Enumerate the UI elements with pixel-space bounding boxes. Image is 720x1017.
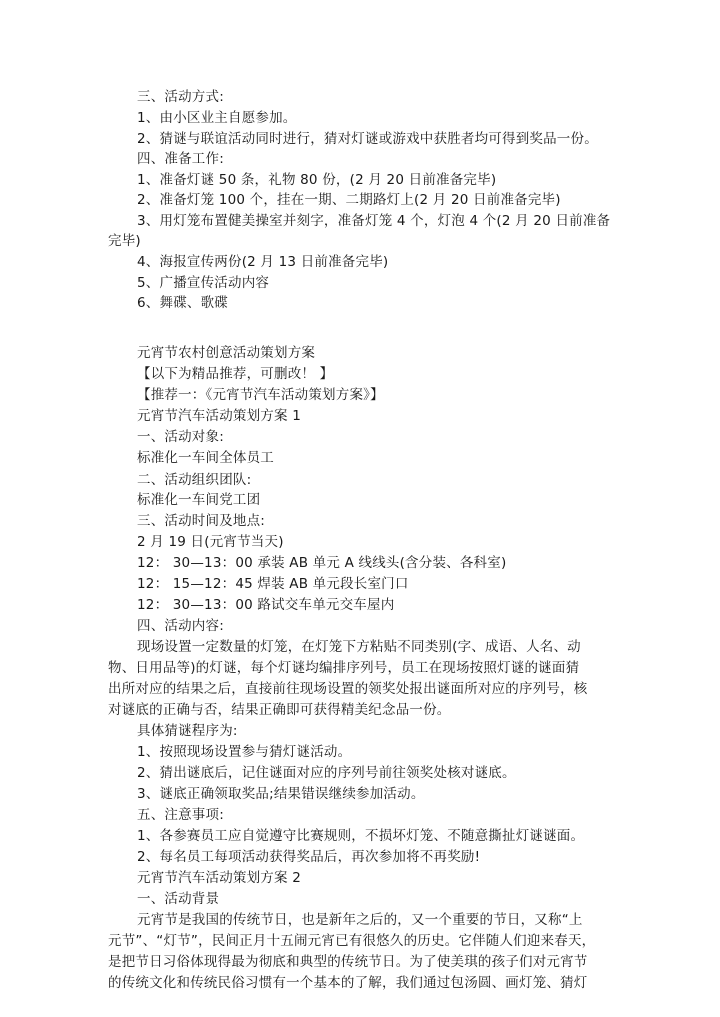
list-item: 4、海报宣传两份(2 月 13 日前准备完毕) (137, 254, 389, 270)
list-item: 1、准备灯谜 50 条，礼物 80 份，(2 月 20 日前准备完毕) (137, 172, 497, 188)
section-heading: 四、准备工作: (137, 151, 224, 167)
list-item-continuation: 完毕) (108, 233, 141, 249)
list-item: 2、猜谜与联谊活动同时进行，猜对灯谜或游戏中获胜者均可得到奖品一份。 (137, 131, 598, 147)
paragraph-line: 元节”、“灯节”，民间正月十五闹元宵已有很悠久的历史。它伴随人们迎来春天， (108, 933, 596, 949)
paragraph: 标准化一车间党工团 (137, 492, 261, 508)
paragraph-line: 现场设置一定数量的灯笼，在灯笼下方粘贴不同类别(字、成语、人名、动 (137, 639, 581, 655)
list-item: 3、用灯笼布置健美操室并刻字，准备灯笼 4 个，灯泡 4 个(2 月 20 日前准备 (137, 213, 611, 229)
paragraph-line: 物、日用品等)的灯谜，每个灯谜均编排序列号，员工在现场按照灯谜的谜面猜 (108, 660, 580, 676)
paragraph: 标准化一车间全体员工 (137, 450, 274, 466)
document-title: 元宵节农村创意活动策划方案 (137, 345, 316, 361)
procedure-heading: 具体猜谜程序为: (137, 723, 238, 739)
list-item: 6、舞碟、歌碟 (137, 295, 228, 311)
section-heading: 五、注意事项: (137, 807, 224, 823)
section-heading: 一、活动背景 (137, 891, 220, 907)
list-item: 2、猜出谜底后，记住谜面对应的序列号前往领奖处核对谜底。 (137, 765, 516, 781)
list-item: 1、由小区业主自愿参加。 (137, 110, 297, 126)
paragraph-line: 对谜底的正确与否，结果正确即可获得精美纪念品一份。 (108, 702, 451, 718)
list-item: 5、广播宣传活动内容 (137, 275, 270, 291)
paragraph-line: 是把节日习俗体现得最为彻底和典型的传统节日。为了使美琪的孩子们对元宵节 (108, 954, 588, 970)
list-item: 3、谜底正确领取奖品;结果错误继续参加活动。 (137, 786, 425, 802)
event-date: 2 月 19 日(元宵节当天) (137, 534, 284, 550)
list-item: 1、各参赛员工应自觉遵守比赛规则，不损坏灯笼、不随意撕扯灯谜谜面。 (137, 828, 585, 844)
schedule-item: 12： 30—13：00 承装 AB 单元 A 线线头(含分装、各科室) (137, 555, 507, 571)
plan-title: 元宵节汽车活动策划方案 1 (137, 408, 301, 424)
recommendation-heading: 【推荐一：《元宵节汽车活动策划方案》】 (137, 387, 384, 403)
editor-note: 【以下为精品推荐，可删改！ 】 (137, 366, 334, 382)
section-heading: 二、活动组织团队: (137, 472, 252, 488)
paragraph-line: 元宵节是我国的传统节日，也是新年之后的，又一个重要的节日，又称“上 (137, 912, 583, 928)
section-heading: 一、活动对象: (137, 429, 224, 445)
paragraph-line: 的传统文化和传统民俗习惯有一个基本的了解，我们通过包汤圆、画灯笼、猜灯 (108, 975, 588, 991)
schedule-item: 12： 30—13：00 路试交车单元交车屋内 (137, 597, 395, 613)
section-heading: 三、活动方式: (137, 89, 224, 105)
list-item: 2、准备灯笼 100 个，挂在一期、二期路灯上(2 月 20 日前准备完毕) (137, 192, 561, 208)
section-heading: 三、活动时间及地点: (137, 513, 266, 529)
paragraph-line: 出所对应的结果之后，直接前往现场设置的领奖处报出谜面所对应的序列号，核 (108, 681, 588, 697)
plan-title: 元宵节汽车活动策划方案 2 (137, 870, 301, 886)
list-item: 1、按照现场设置参与猜灯谜活动。 (137, 744, 352, 760)
schedule-item: 12： 15—12：45 焊装 AB 单元段长室门口 (137, 576, 409, 592)
list-item: 2、每名员工每项活动获得奖品后，再次参加将不再奖励! (137, 849, 481, 865)
section-heading: 四、活动内容: (137, 618, 224, 634)
